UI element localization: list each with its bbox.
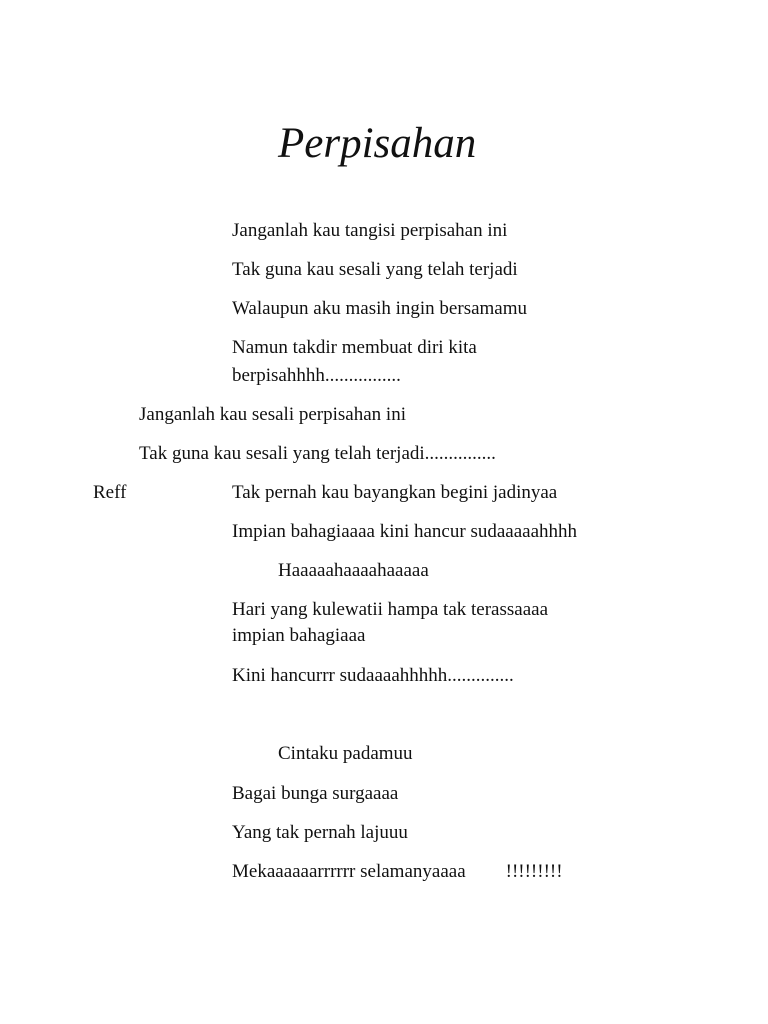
reff-line-5: impian bahagiaaa [232, 625, 366, 646]
reff-line-1: Tak pernah kau bayangkan begini jadinyaa [232, 482, 558, 503]
outro-exclaim: !!!!!!!!! [505, 861, 563, 882]
verse1-line-4: Namun takdir membuat diri kita [232, 337, 477, 358]
verse2-line-2: Tak guna kau sesali yang telah terjadi............... [139, 443, 496, 464]
reff-line-2: Impian bahagiaaaa kini hancur sudaaaaahhhh [232, 521, 578, 542]
reff-line-3: Haaaaahaaaahaaaaa [278, 560, 429, 581]
verse1-line-3: Walaupun aku masih ingin bersamamu [232, 298, 528, 319]
song-title: Perpisahan [278, 120, 477, 167]
outro-line-4-text: Mekaaaaaarrrrrr selamanyaaaa [232, 861, 466, 882]
reff-line-6: Kini hancurrr sudaaaahhhhh.............. [232, 665, 514, 686]
verse2-line-1: Janganlah kau sesali perpisahan ini [139, 404, 406, 425]
reff-line-4: Hari yang kulewatii hampa tak terassaaaa [232, 599, 548, 620]
outro-line-3: Yang tak pernah lajuuu [232, 822, 408, 843]
outro-line-1: Cintaku padamuu [278, 743, 413, 764]
outro-line-4 [232, 858, 563, 886]
verse1-line-5: berpisahhhh................ [232, 365, 401, 386]
verse1-line-2: Tak guna kau sesali yang telah terjadi [232, 259, 518, 280]
reff-label: Reff [93, 482, 127, 503]
outro-line-2: Bagai bunga surgaaaa [232, 783, 399, 804]
verse1-line-1: Janganlah kau tangisi perpisahan ini [232, 220, 508, 241]
